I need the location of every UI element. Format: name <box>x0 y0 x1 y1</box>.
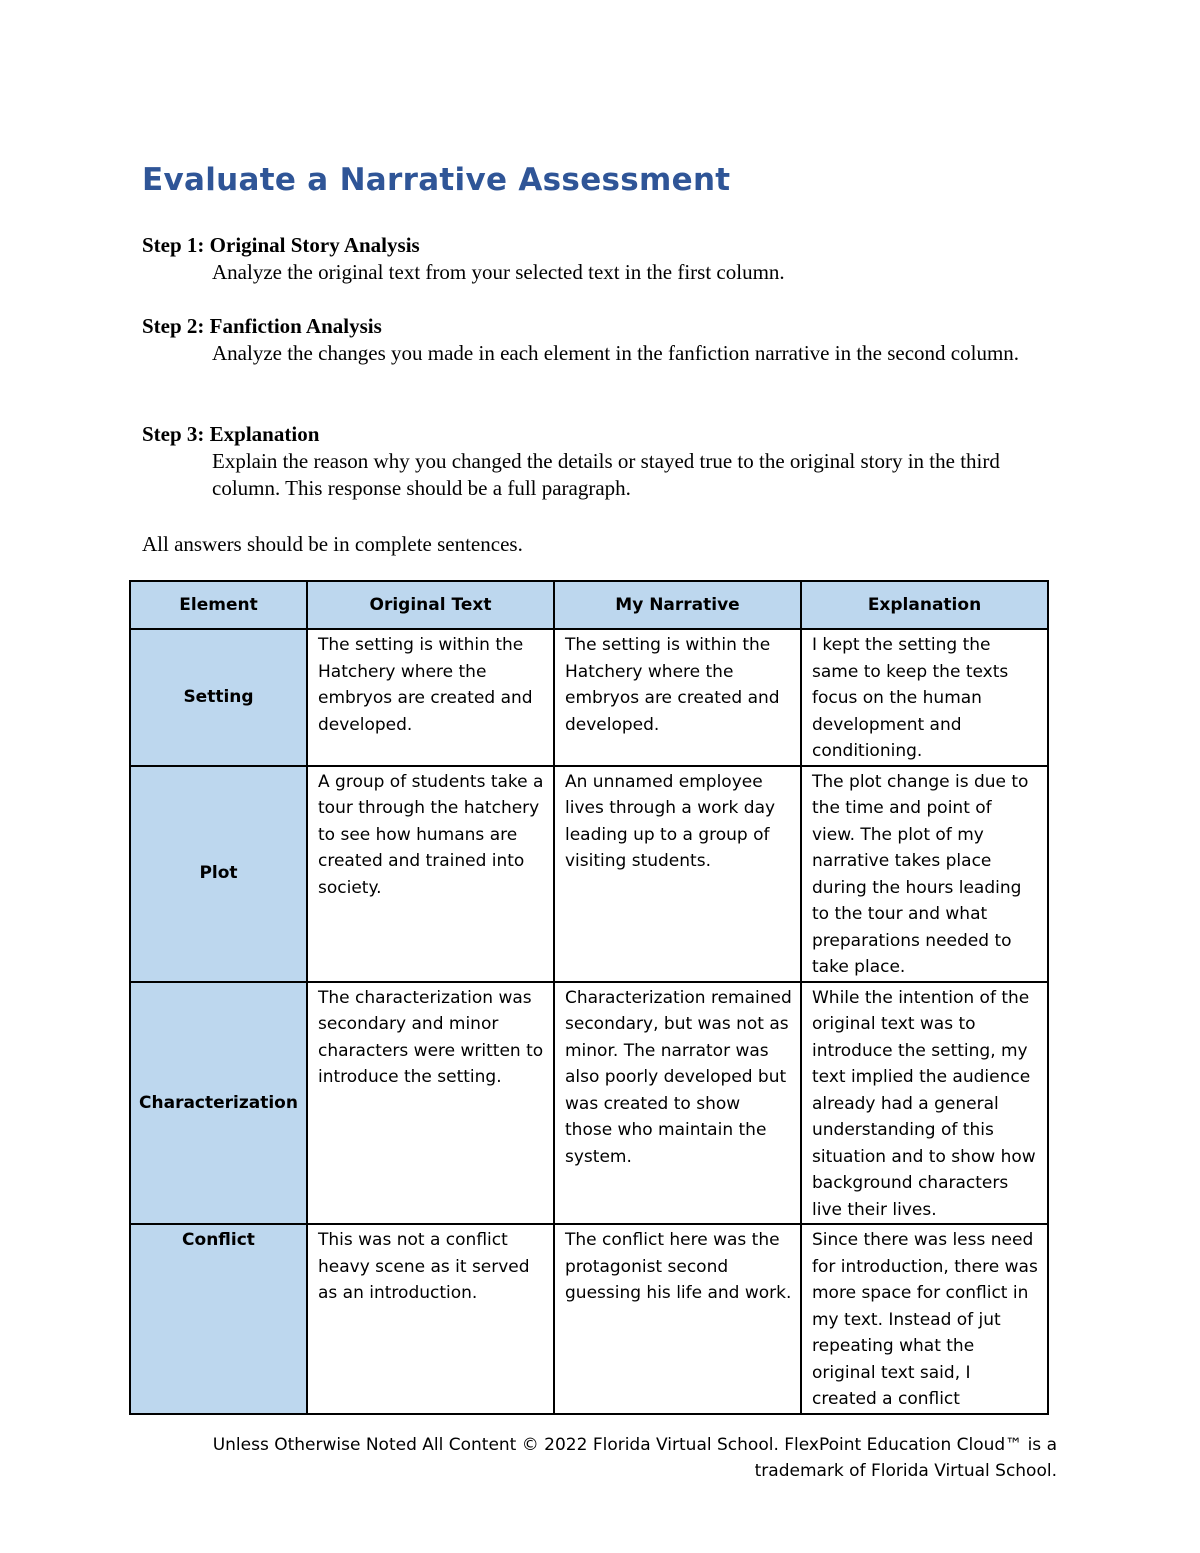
step-2-heading: Step 2: Fanfiction Analysis <box>142 314 382 338</box>
page-title: Evaluate a Narrative Assessment <box>142 162 731 198</box>
original-cell: This was not a conflict heavy scene as it served as an introduction. <box>307 1224 554 1414</box>
step-2-body: Analyze the changes you made in each element in the fanfiction narrative in the second column. <box>212 341 1020 365</box>
table-row-characterization <box>130 982 1048 1225</box>
step-3-body: Explain the reason why you changed the details or stayed true to the original story in the third column. This response should be a full paragraph. <box>212 449 1000 500</box>
header-explanation: Explanation <box>801 581 1048 629</box>
original-cell: The setting is within the Hatchery where the embryos are created and developed. <box>307 629 554 766</box>
step-2 <box>142 313 1062 367</box>
table-header-row <box>130 581 1048 629</box>
narrative-cell: An unnamed employee lives through a work day leading up to a group of visiting students. <box>554 766 801 982</box>
narrative-cell: The conflict here was the protagonist second guessing his life and work. <box>554 1224 801 1414</box>
row-label: Plot <box>130 766 307 982</box>
step-1-heading: Step 1: Original Story Analysis <box>142 233 420 257</box>
table-row-conflict <box>130 1224 1048 1414</box>
header-element: Element <box>130 581 307 629</box>
analysis-table <box>129 580 1049 1415</box>
step-1-body: Analyze the original text from your selected text in the first column. <box>212 260 785 284</box>
footer-line-1: Unless Otherwise Noted All Content © 2022 Florida Virtual School. FlexPoint Education Cloud™ is a <box>212 1435 1057 1455</box>
footer-line-2: trademark of Florida Virtual School. <box>754 1461 1057 1481</box>
explanation-cell: Since there was less need for introduction, there was more space for conflict in my text. Instead of jut repeating what the original text said, I created a conflict <box>801 1224 1048 1414</box>
original-cell: The characterization was secondary and minor characters were written to introduce the setting. <box>307 982 554 1225</box>
step-3 <box>142 421 1062 502</box>
row-label: Conflict <box>130 1224 307 1414</box>
step-1 <box>142 232 1062 286</box>
original-cell: A group of students take a tour through the hatchery to see how humans are created and trained into society. <box>307 766 554 982</box>
table-row-plot <box>130 766 1048 982</box>
explanation-cell: The plot change is due to the time and point of view. The plot of my narrative takes place during the hours leading to the tour and what preparations needed to take place. <box>801 766 1048 982</box>
step-3-heading: Step 3: Explanation <box>142 422 320 446</box>
row-label: Characterization <box>130 982 307 1225</box>
instructions-note: All answers should be in complete sentences. <box>142 532 523 556</box>
explanation-cell: I kept the setting the same to keep the texts focus on the human development and conditioning. <box>801 629 1048 766</box>
footer <box>97 1432 1057 1484</box>
narrative-cell: Characterization remained secondary, but was not as minor. The narrator was also poorly developed but was created to show those who maintain the system. <box>554 982 801 1225</box>
header-my-narrative: My Narrative <box>554 581 801 629</box>
explanation-cell: While the intention of the original text was to introduce the setting, my text implied the audience already had a general understanding of this situation and to show how background characters live their lives. <box>801 982 1048 1225</box>
table-row-setting <box>130 629 1048 766</box>
row-label: Setting <box>130 629 307 766</box>
narrative-cell: The setting is within the Hatchery where the embryos are created and developed. <box>554 629 801 766</box>
header-original-text: Original Text <box>307 581 554 629</box>
